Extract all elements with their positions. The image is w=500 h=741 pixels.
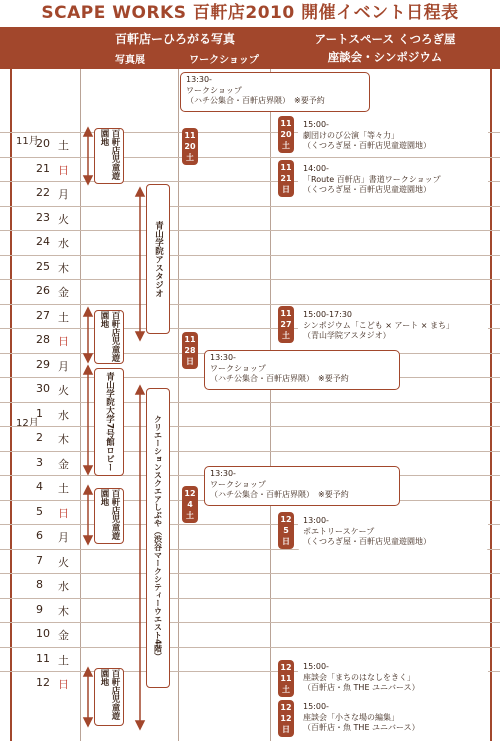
day-number: 25	[36, 259, 50, 273]
event-card-2	[298, 162, 488, 200]
event-card-4	[298, 514, 488, 552]
date-badge-ws2: 11 28 日	[182, 332, 198, 369]
event-card-5	[298, 660, 488, 698]
day-number: 28	[36, 333, 50, 346]
event-name: 劇団けのび公演「等々力」	[303, 130, 399, 140]
event-place: （くつろぎ屋・百軒店児童遊園地）	[303, 141, 431, 150]
event-time: 15:00-	[303, 120, 329, 129]
day-of-week: 水	[58, 237, 69, 250]
day-of-week: 金	[58, 457, 69, 471]
event-place: （くつろぎ屋・百軒店児童遊園地）	[303, 537, 431, 546]
venue-hyakken-d: 百軒店児童遊園地	[94, 668, 124, 726]
date-badge-ev3: 11 27 土	[278, 306, 294, 343]
event-time: 14:00-	[303, 164, 329, 173]
day-of-week: 土	[58, 482, 69, 495]
day-of-week: 土	[58, 310, 69, 324]
day-of-week: 木	[58, 261, 69, 275]
event-time: 13:30-	[210, 353, 236, 362]
month-label-nov: 11月	[16, 136, 39, 147]
page-title: SCAPE WORKS 百軒店2010 開催イベント日程表	[41, 3, 459, 23]
day-of-week: 木	[58, 604, 69, 618]
day-of-week: 月	[58, 359, 69, 373]
day-of-week: 木	[58, 433, 69, 446]
venue-creation-square: クリエーションスクエアしぶや（渋谷マークシティーウエスト4階）	[146, 388, 170, 688]
day-number: 26	[36, 284, 50, 297]
day-number: 23	[36, 210, 50, 224]
day-number: 30	[36, 382, 50, 395]
date-badge-ws1: 11 20 土	[182, 128, 198, 165]
venue-hyakken-b: 百軒店児童遊園地	[94, 310, 124, 364]
day-of-week: 金	[58, 286, 69, 299]
day-of-week: 水	[58, 408, 69, 422]
day-number: 12	[36, 676, 50, 689]
day-number: 27	[36, 308, 50, 322]
venue-aoyama-lobby: 青山学院大学7号館ロビー	[94, 368, 124, 476]
event-time: 13:00-	[303, 516, 329, 525]
event-place: （青山学院アスタジオ）	[303, 331, 391, 340]
event-card-1	[298, 118, 488, 156]
day-of-week: 土	[58, 653, 69, 667]
day-number: 11	[36, 651, 50, 665]
day-number: 22	[36, 186, 50, 199]
day-number: 1	[36, 406, 43, 420]
date-badge-ev5: 12 11 土	[278, 660, 294, 697]
day-of-week: 土	[58, 139, 69, 152]
header-photo-title: 百軒店ーひろがる写真	[114, 32, 235, 46]
day-of-week: 金	[58, 629, 69, 642]
event-card-6	[298, 700, 488, 738]
date-badge-ws3: 12 4 土	[182, 486, 198, 523]
day-of-week: 火	[58, 555, 69, 569]
day-number: 2	[36, 431, 43, 444]
event-place: （百軒店・魚 THE ユニバース）	[303, 683, 420, 692]
event-name: ポエトリースケープ	[303, 526, 375, 536]
day-of-week: 水	[58, 580, 69, 593]
day-of-week: 日	[58, 678, 69, 691]
day-of-week: 日	[58, 506, 69, 520]
header-symposium: 座談会・シンポジウム	[327, 50, 443, 64]
day-of-week: 火	[58, 384, 69, 397]
event-name: ワークショップ	[210, 479, 266, 489]
day-number: 4	[36, 480, 43, 493]
date-badge-ev1: 11 20 土	[278, 116, 294, 153]
day-number: 21	[36, 161, 50, 175]
venue-hyakken-a: 百軒店児童遊園地	[94, 128, 124, 184]
day-number: 8	[36, 578, 43, 591]
date-badge-ev4: 12 5 日	[278, 512, 294, 549]
event-time: 15:00-	[303, 662, 329, 671]
day-of-week: 月	[58, 531, 69, 544]
workshop-card-1	[180, 72, 370, 112]
event-name: 座談会「まちのはなしをきく」	[303, 672, 415, 682]
day-number: 7	[36, 553, 43, 567]
month-label-dec: 12月	[16, 418, 39, 429]
event-time: 15:00-17:30	[303, 310, 352, 319]
day-number: 3	[36, 455, 43, 469]
workshop-card-3	[204, 466, 400, 506]
workshop-card-2	[204, 350, 400, 390]
day-of-week: 月	[58, 188, 69, 201]
day-number: 5	[36, 504, 43, 518]
event-name: シンポジウム「こども × アート × まち」	[303, 320, 455, 330]
event-name: 座談会「小さな場の編集」	[303, 712, 399, 722]
day-of-week: 日	[58, 163, 69, 177]
event-name: ワークショップ	[186, 85, 242, 95]
day-number: 10	[36, 627, 50, 640]
day-number: 6	[36, 529, 43, 542]
event-place: （百軒店・魚 THE ユニバース）	[303, 723, 420, 732]
venue-hyakken-c: 百軒店児童遊園地	[94, 488, 124, 544]
event-place: （くつろぎ屋・百軒店児童遊園地）	[303, 185, 431, 194]
day-of-week: 火	[58, 212, 69, 226]
event-place: （ハチ公集合・百軒店界隈） ※要予約	[210, 490, 349, 499]
day-number: 29	[36, 357, 50, 371]
venue-aoyama-studio: 青山学院アスタジオ	[146, 184, 170, 334]
header-exhibition: 写真展	[115, 55, 145, 66]
header-kutsurogiya: アートスペース くつろぎ屋	[314, 32, 456, 46]
day-number: 9	[36, 602, 43, 616]
event-time: 15:00-	[303, 702, 329, 711]
header-workshop: ワークショップ	[189, 55, 259, 66]
date-badge-ev2: 11 21 日	[278, 160, 294, 197]
event-card-3	[298, 308, 488, 346]
event-name: ワークショップ	[210, 363, 266, 373]
event-name: 「Route 百軒店」書道ワークショップ	[303, 174, 441, 184]
day-of-week: 日	[58, 335, 69, 348]
day-number: 24	[36, 235, 50, 248]
event-place: （ハチ公集合・百軒店界隈） ※要予約	[210, 374, 349, 383]
day-number: 20	[36, 137, 50, 150]
event-place: （ハチ公集合・百軒店界隈） ※要予約	[186, 96, 325, 105]
event-time: 13:30-	[210, 469, 236, 478]
date-badge-ev6: 12 12 日	[278, 700, 294, 737]
event-time: 13:30-	[186, 75, 212, 84]
